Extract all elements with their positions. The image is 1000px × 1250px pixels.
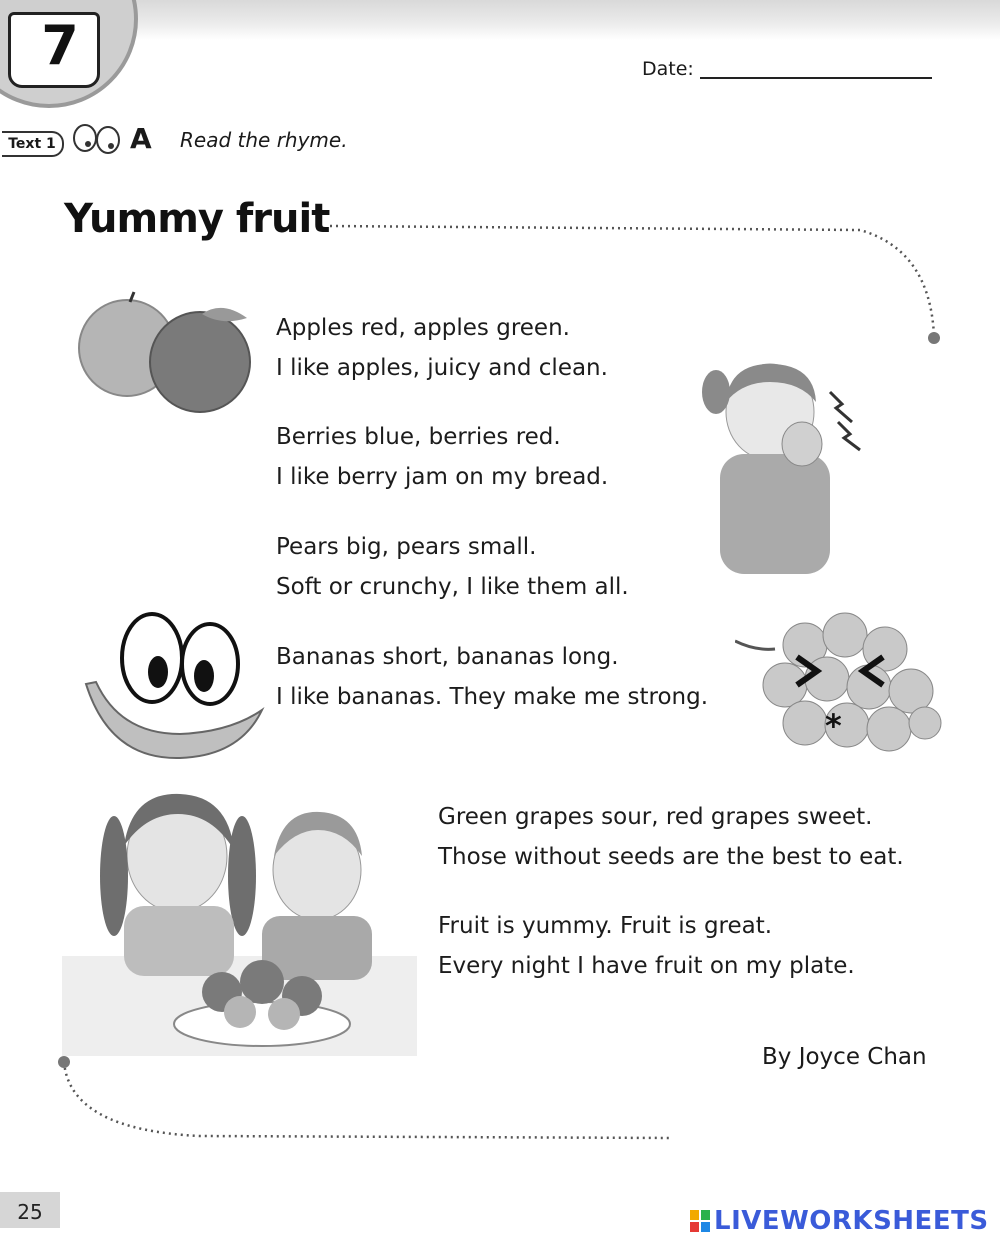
eyes-icon (72, 122, 124, 156)
date-label: Date: (642, 58, 694, 80)
poem-line: Every night I have fruit on my plate. (438, 953, 855, 979)
section-letter: A (130, 122, 152, 155)
stanza-pears (276, 527, 736, 607)
poem-line: Bananas short, bananas long. (276, 644, 619, 670)
date-input-line[interactable] (700, 77, 932, 79)
poem-line: Apples red, apples green. (276, 315, 570, 341)
stanza-apples (276, 308, 736, 388)
poem-byline: By Joyce Chan (762, 1044, 927, 1070)
poem-line: Soft or crunchy, I like them all. (276, 574, 629, 600)
poem-line: Green grapes sour, red grapes sweet. (438, 804, 873, 830)
poem-line: I like apples, juicy and clean. (276, 355, 608, 381)
page-number: 25 (0, 1192, 60, 1228)
stanza-bananas (276, 637, 746, 717)
stanza-grapes (438, 797, 958, 877)
stanza-fruit (438, 906, 958, 986)
stanza-berries (276, 417, 736, 497)
text-tag: Text 1 (2, 131, 64, 157)
poem-line: I like berry jam on my bread. (276, 464, 609, 490)
poem-line: Pears big, pears small. (276, 534, 537, 560)
brand-name[interactable]: LIVEWORKSHEETS (714, 1206, 989, 1236)
poem-line: Fruit is yummy. Fruit is great. (438, 913, 773, 939)
poem-title: Yummy fruit (64, 196, 330, 242)
children-with-fruit-illustration (62, 786, 417, 1056)
apples-illustration (72, 290, 257, 415)
poem-line: Those without seeds are the best to eat. (438, 844, 904, 870)
svg-text:*: * (825, 707, 842, 745)
banana-face-illustration (80, 610, 265, 770)
top-decorative-band (0, 0, 1000, 40)
instruction-text: Read the rhyme. (180, 128, 348, 152)
unit-number: 7 (41, 14, 79, 77)
grapes-face-illustration (735, 605, 945, 755)
poem-line: Berries blue, berries red. (276, 424, 561, 450)
liveworksheets-logo-icon (690, 1210, 710, 1232)
poem-line: I like bananas. They make me strong. (276, 684, 709, 710)
